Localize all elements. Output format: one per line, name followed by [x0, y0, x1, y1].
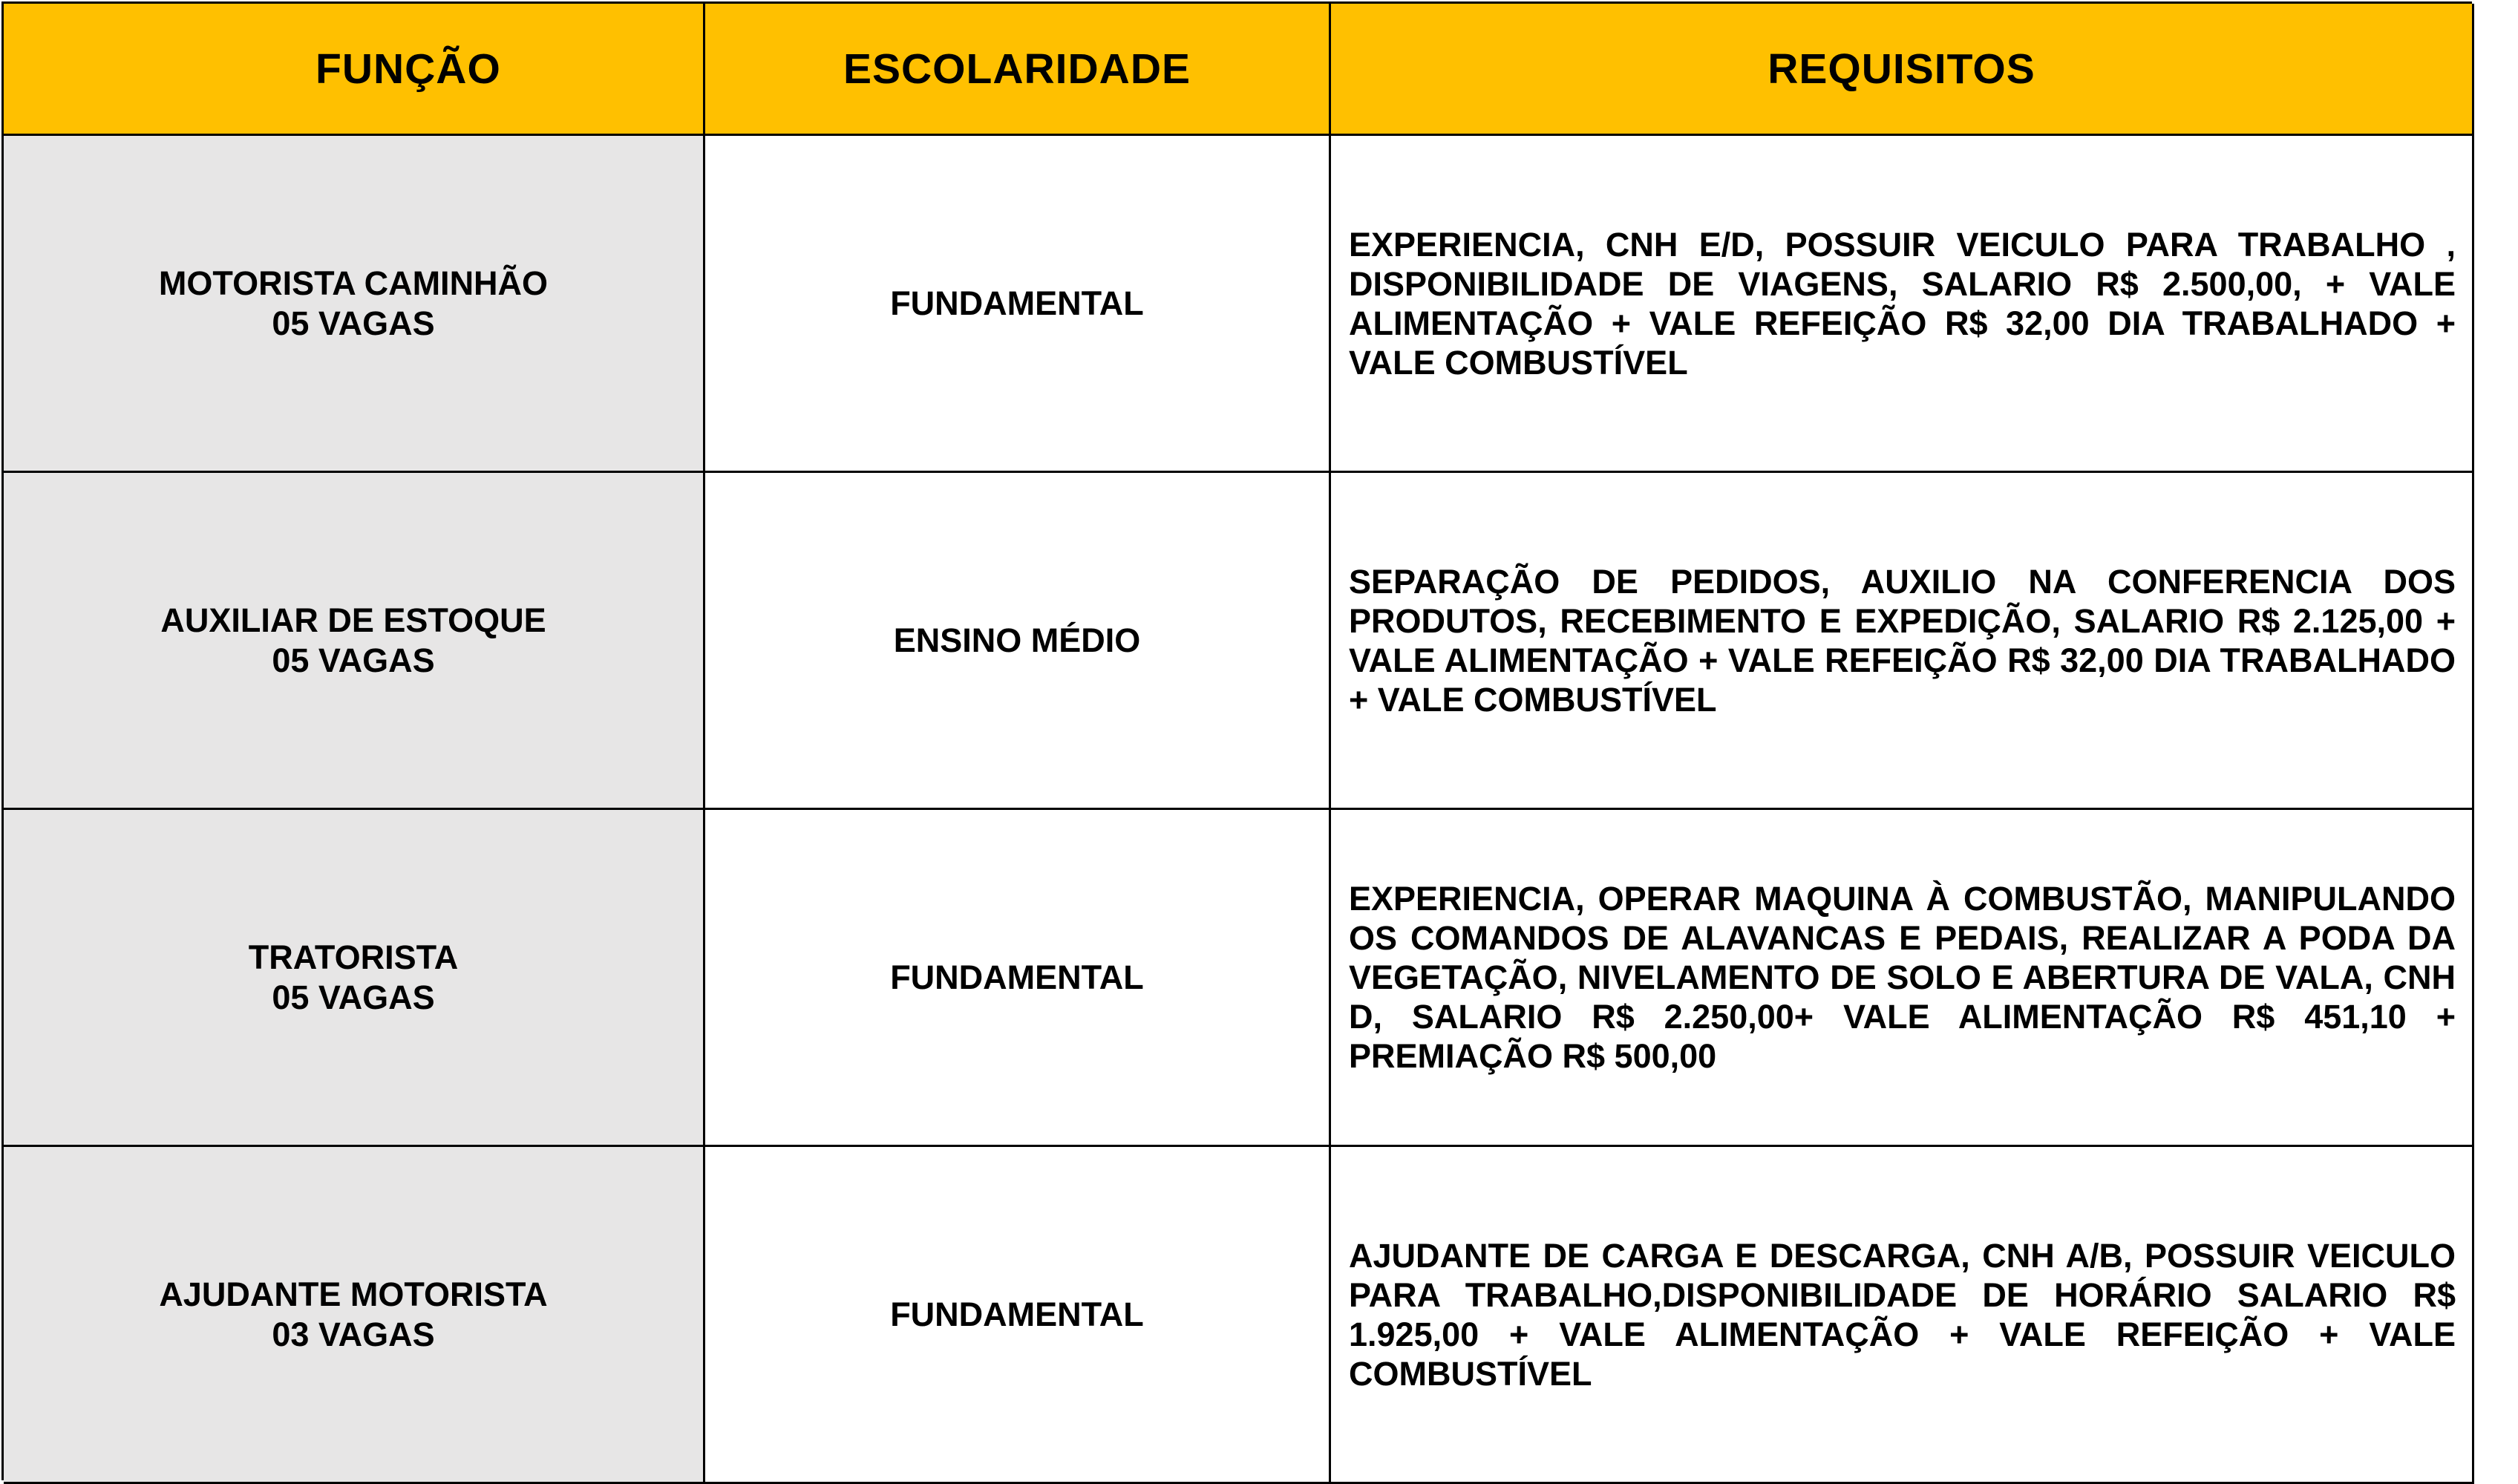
row-4-funcao-cell	[4, 1147, 705, 1484]
row-4-escolaridade: FUNDAMENTAL	[890, 1295, 1144, 1333]
header-escolaridade-label: ESCOLARIDADE	[843, 45, 1191, 93]
header-requisitos	[1331, 4, 2474, 136]
row-1-escolaridade-cell	[705, 136, 1331, 473]
header-funcao-label: FUNÇÃO	[315, 45, 501, 93]
row-3-vagas: 05 VAGAS	[272, 978, 435, 1016]
row-1-funcao: MOTORISTA CAMINHÃO	[158, 264, 549, 302]
row-4-requisitos: AJUDANTE DE CARGA E DESCARGA, CNH A/B, POSSUIR VEICULO PARA TRABALHO,DISPONIBILIDADE DE HORÁRIO SALARIO R$ 1.925,00 + VALE ALIMENTAÇÃO + VALE REFEIÇÃO + VALE COMBUSTÍVEL	[1349, 1236, 2456, 1393]
row-2-escolaridade-cell	[705, 473, 1331, 810]
row-4-escolaridade-cell	[705, 1147, 1331, 1484]
row-4-funcao: AJUDANTE MOTORISTA	[159, 1275, 548, 1313]
row-2-requisitos: SEPARAÇÃO DE PEDIDOS, AUXILIO NA CONFERENCIA DOS PRODUTOS, RECEBIMENTO E EXPEDIÇÃO, SALARIO R$ 2.125,00 + VALE ALIMENTAÇÃO + VALE REFEIÇÃO R$ 32,00 DIA TRABALHADO + VALE COMBUSTÍVEL	[1349, 562, 2456, 719]
row-2-escolaridade: ENSINO MÉDIO	[893, 621, 1141, 659]
row-3-escolaridade-cell	[705, 810, 1331, 1147]
row-1-vagas: 05 VAGAS	[272, 304, 435, 342]
row-4-requisitos-cell	[1331, 1147, 2474, 1484]
row-2-requisitos-cell	[1331, 473, 2474, 810]
header-funcao	[4, 4, 705, 136]
header-escolaridade	[705, 4, 1331, 136]
row-3-funcao: TRATORISTA	[248, 938, 459, 976]
header-requisitos-label: REQUISITOS	[1767, 45, 2035, 93]
row-2-funcao: AUXILIAR DE ESTOQUE	[160, 601, 546, 639]
row-3-requisitos-cell	[1331, 810, 2474, 1147]
job-openings-table	[1, 1, 2472, 1480]
row-1-requisitos-cell	[1331, 136, 2474, 473]
row-2-vagas: 05 VAGAS	[272, 641, 435, 679]
row-2-funcao-cell	[4, 473, 705, 810]
row-3-funcao-cell	[4, 810, 705, 1147]
row-1-escolaridade: FUNDAMENTAL	[890, 284, 1144, 322]
row-3-requisitos: EXPERIENCIA, OPERAR MAQUINA À COMBUSTÃO, MANIPULANDO OS COMANDOS DE ALAVANCAS E PEDAIS, REALIZAR A PODA DA VEGETAÇÃO, NIVELAMENTO DE SOLO E ABERTURA DE VALA, CNH D, SALARIO R$ 2.250,00+ VALE ALIMENTAÇÃO R$ 451,10 + PREMIAÇÃO R$ 500,00	[1349, 880, 2456, 1075]
row-3-escolaridade: FUNDAMENTAL	[890, 958, 1144, 996]
row-1-requisitos: EXPERIENCIA, CNH E/D, POSSUIR VEICULO PARA TRABALHO , DISPONIBILIDADE DE VIAGENS, SALARIO R$ 2.500,00, + VALE ALIMENTAÇÃO + VALE REFEIÇÃO R$ 32,00 DIA TRABALHADO + VALE COMBUSTÍVEL	[1349, 225, 2456, 382]
row-1-funcao-cell	[4, 136, 705, 473]
row-4-vagas: 03 VAGAS	[272, 1315, 435, 1353]
